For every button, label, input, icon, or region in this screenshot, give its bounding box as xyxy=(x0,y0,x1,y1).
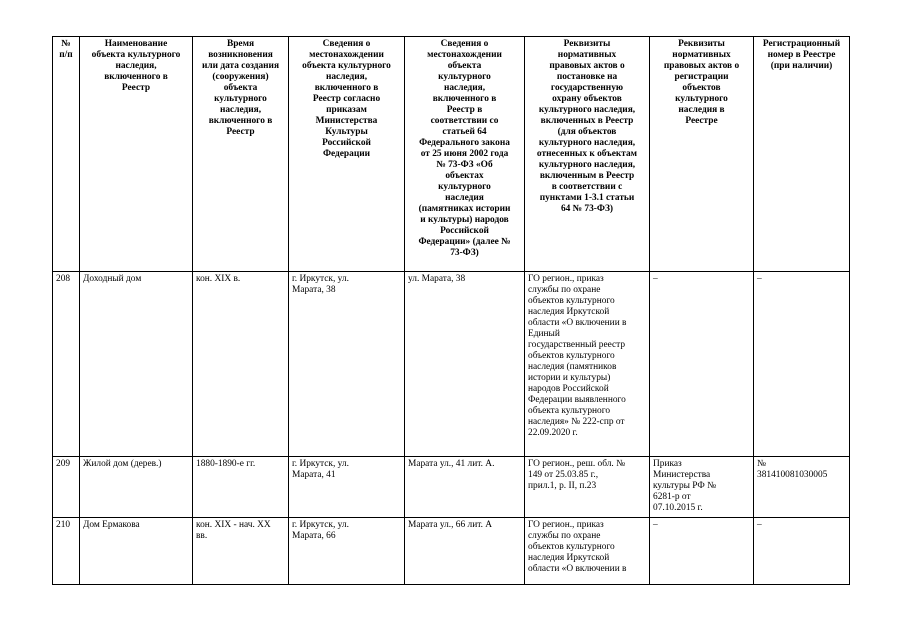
cell-object-name: Дом Ермакова xyxy=(80,518,193,585)
cell-registry-number: – xyxy=(754,272,850,457)
cell-location-law: Марата ул., 41 лит. А. xyxy=(405,457,525,518)
cell-location-law: Марата ул., 66 лит. А xyxy=(405,518,525,585)
header-registry-number: Регистрационный номер в Реестре (при наличии) xyxy=(754,37,850,272)
header-registration-acts: Реквизиты нормативных правовых актов о регистрации объектов культурного наследия в Реестре xyxy=(650,37,754,272)
cell-registration-acts: – xyxy=(650,272,754,457)
cell-creation-date: кон. XIX - нач. XX вв. xyxy=(193,518,289,585)
cell-protection-acts: ГО регион., приказ службы по охране объектов культурного наследия Иркутской области «О включении в xyxy=(525,518,650,585)
cell-number: 209 xyxy=(53,457,80,518)
cell-location-ministry: г. Иркутск, ул. Марата, 41 xyxy=(289,457,405,518)
cell-creation-date: 1880-1890-е гг. xyxy=(193,457,289,518)
cell-object-name: Доходный дом xyxy=(80,272,193,457)
cell-protection-acts: ГО регион., реш. обл. № 149 от 25.03.85 г., прил.1, р. II, п.23 xyxy=(525,457,650,518)
heritage-registry-table xyxy=(52,36,850,585)
cell-number: 208 xyxy=(53,272,80,457)
header-object-name: Наименование объекта культурного наследия, включенного в Реестр xyxy=(80,37,193,272)
cell-creation-date: кон. XIX в. xyxy=(193,272,289,457)
cell-registry-number: – xyxy=(754,518,850,585)
cell-location-ministry: г. Иркутск, ул. Марата, 38 xyxy=(289,272,405,457)
table-row xyxy=(53,272,850,457)
header-protection-acts: Реквизиты нормативных правовых актов о постановке на государственную охрану объектов культурного наследия, включенных в Реестр (для объектов культурного наследия, отнесенных к объектам культурного наследия, включенным в Реестр в соответствии с пунктами 1-3.1 статьи 64 № 73-ФЗ) xyxy=(525,37,650,272)
table-row xyxy=(53,518,850,585)
header-location-law: Сведения о местонахождении объекта культурного наследия, включенного в Реестр в соответствии со статьей 64 Федерального закона от 25 июня 2002 года № 73-ФЗ «Об объектах культурного наследия (памятниках истории и культуры) народов Российской Федерации» (далее № 73-ФЗ) xyxy=(405,37,525,272)
cell-protection-acts: ГО регион., приказ службы по охране объектов культурного наследия Иркутской области «О включении в Единый государственный реестр объектов культурного наследия (памятников истории и культуры) народов Российской Федерации выявленного объекта культурного наследия» № 222-спр от 22.09.2020 г. xyxy=(525,272,650,457)
header-location-ministry: Сведения о местонахождении объекта культурного наследия, включенного в Реестр согласно приказам Министерства Культуры Российской Федерации xyxy=(289,37,405,272)
cell-number: 210 xyxy=(53,518,80,585)
cell-registry-number: № 381410081030005 xyxy=(754,457,850,518)
cell-object-name: Жилой дом (дерев.) xyxy=(80,457,193,518)
cell-registration-acts: Приказ Министерства культуры РФ № 6281-р от 07.10.2015 г. xyxy=(650,457,754,518)
header-number: № п/п xyxy=(53,37,80,272)
header-creation-date: Время возникновения или дата создания (сооружения) объекта культурного наследия, включенного в Реестр xyxy=(193,37,289,272)
cell-location-law: ул. Марата, 38 xyxy=(405,272,525,457)
table-header-row xyxy=(53,37,850,272)
cell-location-ministry: г. Иркутск, ул. Марата, 66 xyxy=(289,518,405,585)
table-row xyxy=(53,457,850,518)
cell-registration-acts: – xyxy=(650,518,754,585)
